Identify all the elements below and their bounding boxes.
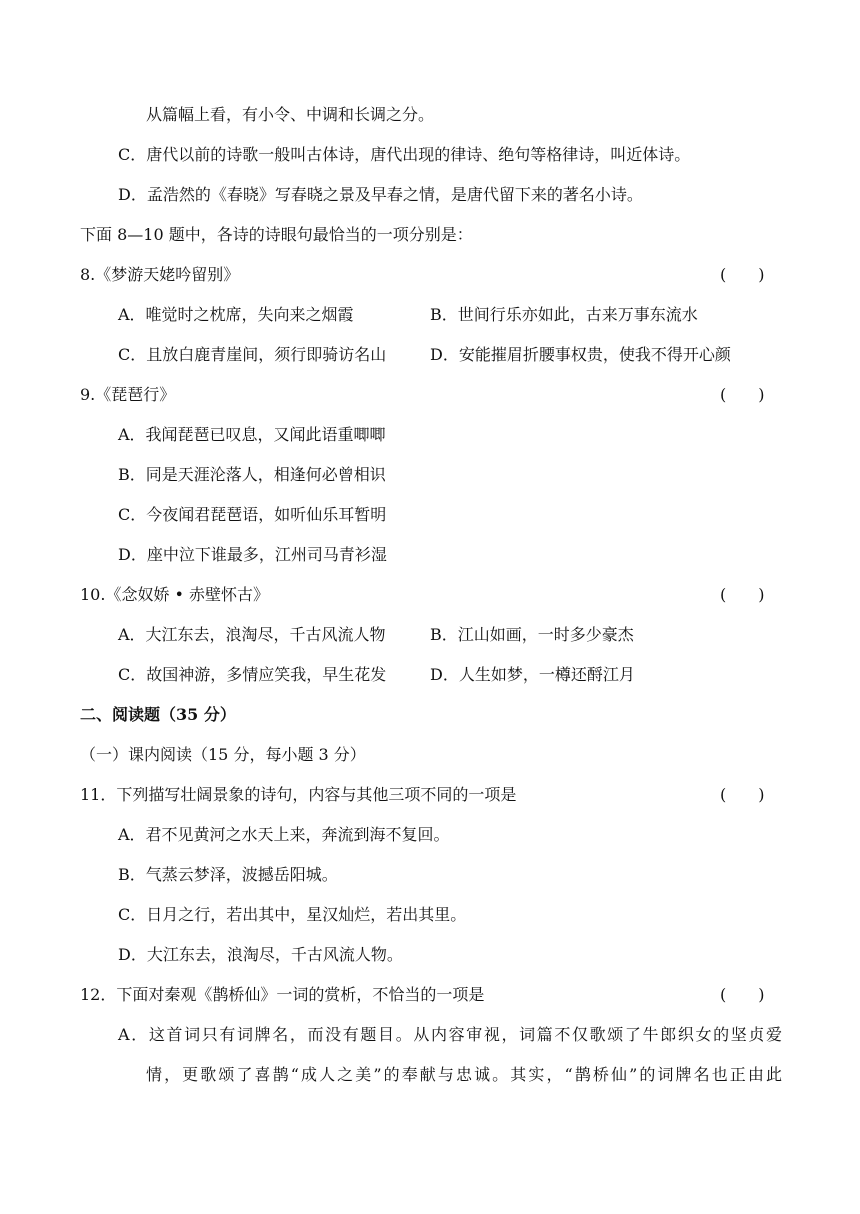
option-d: D．孟浩然的《春晓》写春晓之景及早春之情，是唐代留下来的著名小诗。 <box>118 185 643 204</box>
question-10-option-b: B．江山如画，一时多少豪杰 <box>430 625 634 644</box>
answer-bracket-10: ( ) <box>720 585 765 604</box>
answer-bracket-11: ( ) <box>720 785 765 804</box>
question-10-option-c: C．故国神游，多情应笑我，早生花发 <box>118 665 387 684</box>
question-12-option-a-line2: 情，更歌颂了喜鹊“成人之美”的奉献与忠诚。其实，“鹊桥仙”的词牌名也正由此 <box>146 1065 782 1084</box>
question-9-option-c: C．今夜闻君琵琶语，如听仙乐耳暂明 <box>118 505 387 524</box>
question-12-stem: 12．下面对秦观《鹊桥仙》一词的赏析，不恰当的一项是 <box>80 985 485 1004</box>
question-8-option-b: B．世间行乐亦如此，古来万事东流水 <box>430 305 698 324</box>
question-11-stem: 11．下列描写壮阔景象的诗句，内容与其他三项不同的一项是 <box>80 785 517 804</box>
question-10-option-d: D．人生如梦，一樽还酹江月 <box>430 665 635 684</box>
question-9-option-d: D．座中泣下谁最多，江州司马青衫湿 <box>118 545 387 564</box>
instruction-8-10: 下面 8—10 题中，各诗的诗眼句最恰当的一项分别是： <box>80 225 473 244</box>
question-11-option-a: A．君不见黄河之水天上来，奔流到海不复回。 <box>118 825 450 844</box>
section-2-title: 二、阅读题（35 分） <box>80 705 236 724</box>
question-10-stem: 10.《念奴娇 • 赤壁怀古》 <box>80 585 270 604</box>
section-2-subtitle: （一）课内阅读（15 分，每小题 3 分） <box>80 745 366 764</box>
question-8-option-c: C．且放白鹿青崖间，须行即骑访名山 <box>118 345 387 364</box>
question-8-option-a: A．唯觉时之枕席，失向来之烟霞 <box>118 305 354 324</box>
question-12-option-a-line1: A．这首词只有词牌名，而没有题目。从内容审视，词篇不仅歌颂了牛郎织女的坚贞爱 <box>118 1025 782 1044</box>
question-8-stem: 8.《梦游天姥吟留别》 <box>80 265 240 284</box>
option-b-continuation: 从篇幅上看，有小令、中调和长调之分。 <box>146 105 435 124</box>
question-11-option-c: C．日月之行，若出其中，星汉灿烂，若出其里。 <box>118 905 467 924</box>
question-11-option-d: D．大江东去，浪淘尽，千古风流人物。 <box>118 945 403 964</box>
question-8-option-d: D．安能摧眉折腰事权贵，使我不得开心颜 <box>430 345 731 364</box>
question-10-option-a: A．大江东去，浪淘尽，千古风流人物 <box>118 625 386 644</box>
question-9-stem: 9.《琵琶行》 <box>80 385 176 404</box>
answer-bracket-8: ( ) <box>720 265 765 284</box>
option-c: C．唐代以前的诗歌一般叫古体诗，唐代出现的律诗、绝句等格律诗，叫近体诗。 <box>118 145 691 164</box>
question-9-option-a: A．我闻琵琶已叹息，又闻此语重唧唧 <box>118 425 386 444</box>
question-9-option-b: B．同是天涯沦落人，相逢何必曾相识 <box>118 465 386 484</box>
answer-bracket-12: ( ) <box>720 985 765 1004</box>
question-11-option-b: B．气蒸云梦泽，波撼岳阳城。 <box>118 865 338 884</box>
answer-bracket-9: ( ) <box>720 385 765 404</box>
